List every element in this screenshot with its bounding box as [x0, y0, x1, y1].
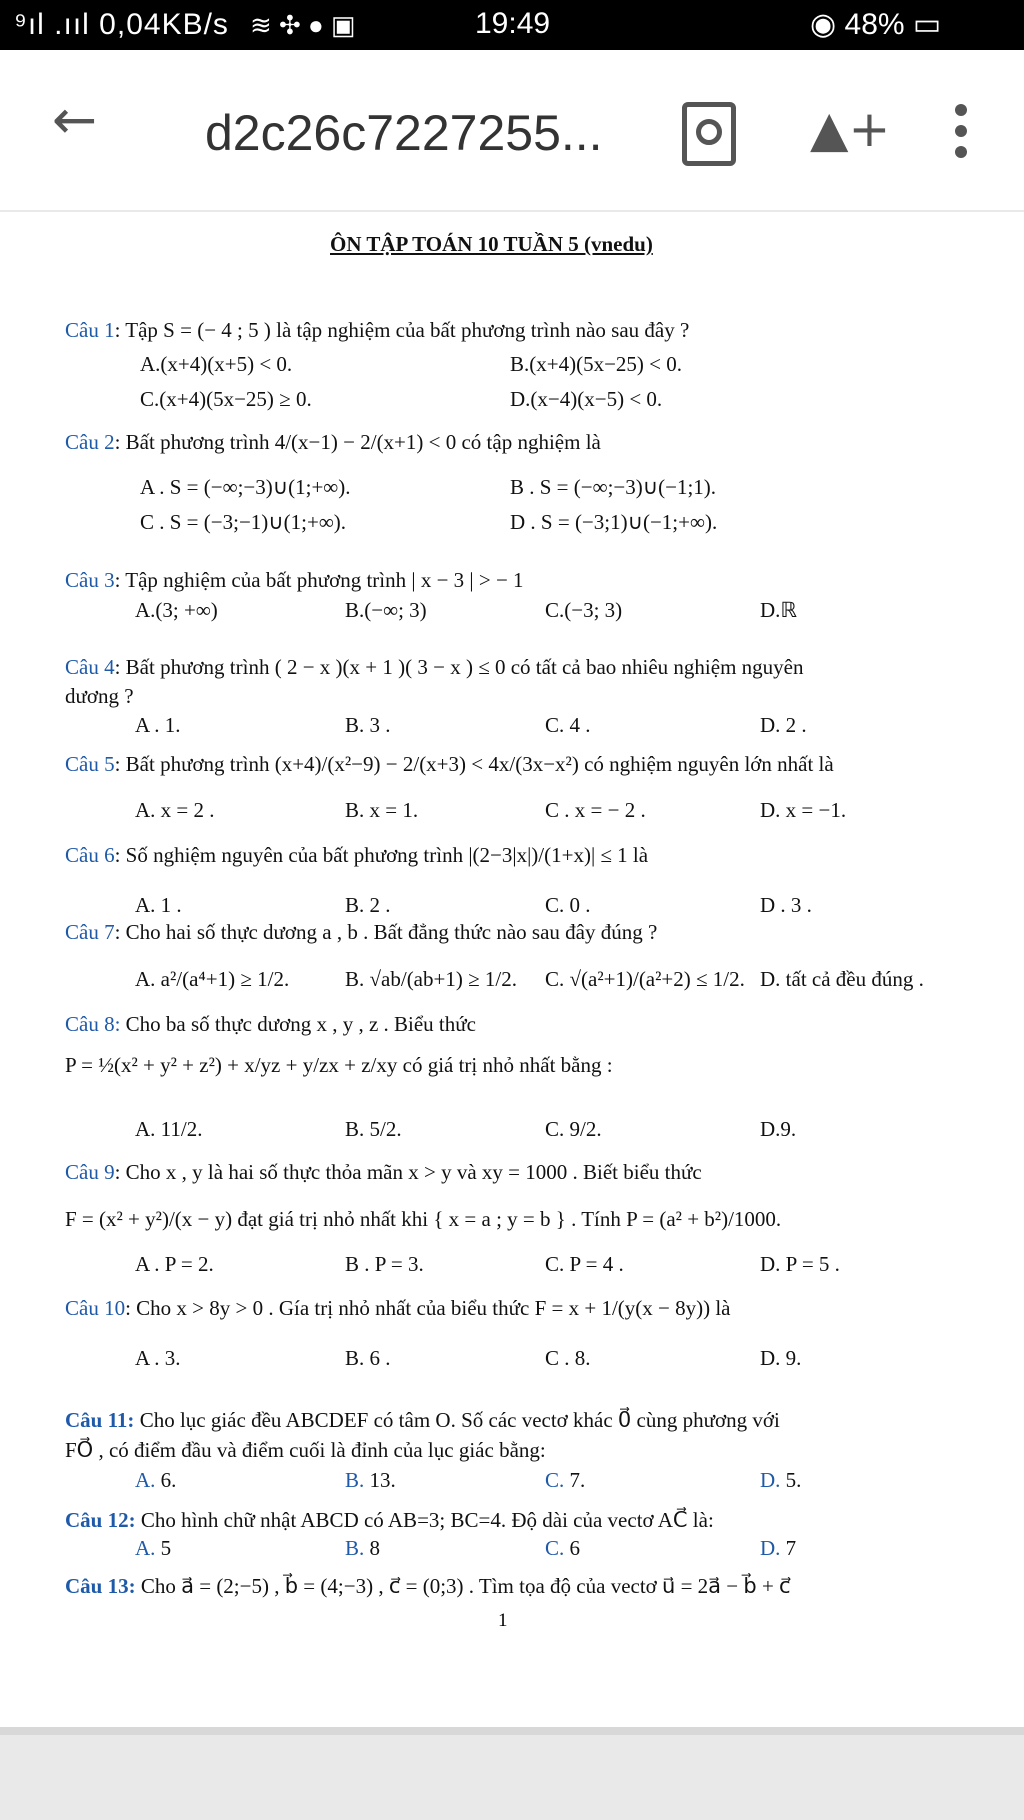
- question-line: [65, 843, 648, 868]
- question-text: F = (x² + y²)/(x − y) đạt giá trị nhỏ nhất khi { x = a ; y = b } . Tính P = (a² + b²)/1000.: [65, 1207, 782, 1231]
- answer-option-d: D.9.: [760, 1117, 797, 1141]
- question-line: [65, 1160, 702, 1185]
- answer-option-a: A . P = 2.: [135, 1252, 214, 1276]
- question-line: [65, 1296, 731, 1321]
- question-text: Cho lục giác đều ABCDEF có tâm O. Số các vectơ khác 0⃗ cùng phương với: [134, 1408, 780, 1432]
- answer-option-c: C . x = − 2 .: [545, 798, 646, 822]
- answer-option-a: C.(x+4)(5x−25) ≥ 0.: [140, 387, 312, 411]
- signal-network-speed: ⁹ıl .ııl 0,04KB/s: [14, 8, 229, 41]
- question-number: Câu 3: [65, 568, 115, 592]
- question-number: Câu 11:: [65, 1408, 135, 1432]
- answer-option-c: C. 0 .: [545, 893, 591, 917]
- question-line: [65, 752, 834, 777]
- answer-option-d: D. tất cả đều đúng .: [760, 967, 924, 991]
- answer-option-b: [345, 1536, 380, 1561]
- answer-option-c: C. √(a²+1)/(a²+2) ≤ 1/2.: [545, 967, 745, 991]
- option-letter: C.: [545, 1536, 565, 1560]
- question-number: Câu 8:: [65, 1012, 121, 1036]
- answer-option-d: D . 3 .: [760, 893, 812, 917]
- status-bar: [0, 0, 1024, 50]
- question-line: [65, 1438, 546, 1463]
- question-number: Câu 12:: [65, 1508, 136, 1532]
- question-line: [65, 1207, 781, 1232]
- answer-option-d: D. 2 .: [760, 713, 807, 737]
- answer-option-b: [345, 1468, 396, 1493]
- answer-option-a: [135, 1468, 176, 1493]
- option-text: 13.: [364, 1468, 396, 1492]
- question-text: dương ?: [65, 684, 134, 708]
- answer-option-b: B. 2 .: [345, 893, 391, 917]
- question-number: Câu 10: [65, 1296, 126, 1320]
- question-line: [65, 318, 689, 343]
- question-line: [65, 684, 134, 709]
- document-heading: ÔN TẬP TOÁN 10 TUẦN 5 (vnedu): [330, 232, 653, 256]
- clock: 19:49: [475, 7, 551, 40]
- question-number: Câu 13:: [65, 1574, 136, 1598]
- answer-option-a: A. x = 2 .: [135, 798, 215, 822]
- answer-option-b: B . P = 3.: [345, 1252, 424, 1276]
- option-text: 7.: [564, 1468, 586, 1492]
- answer-option-d: D. 9.: [760, 1346, 802, 1370]
- answer-option-a: A.(3; +∞): [135, 598, 218, 622]
- search-document-icon[interactable]: [682, 102, 736, 166]
- question-line: [65, 568, 524, 593]
- answer-option-b: B. √ab/(ab+1) ≥ 1/2.: [345, 967, 517, 991]
- question-text: : Cho hai số thực dương a , b . Bất đẳng thức nào sau đây đúng ?: [114, 920, 658, 944]
- answer-option-b: B . S = (−∞;−3)∪(−1;1).: [510, 475, 717, 499]
- more-options-icon[interactable]: [955, 104, 967, 167]
- question-text: : Cho x > 8y > 0 . Gía trị nhỏ nhất của biểu thức F = x + 1/(y(x − 8y)) là: [125, 1296, 731, 1320]
- answer-option-d: [760, 1468, 801, 1493]
- answer-option-c: C. 9/2.: [545, 1117, 602, 1141]
- option-letter: C.: [545, 1468, 565, 1492]
- answer-option-b: B. x = 1.: [345, 798, 419, 822]
- question-text: : Bất phương trình ( 2 − x )(x + 1 )( 3 − x ) ≤ 0 có tất cả bao nhiêu nghiệm nguyên: [114, 655, 804, 679]
- answer-option-a: [135, 1536, 171, 1561]
- question-line: [65, 430, 601, 455]
- question-text: : Bất phương trình 4/(x−1) − 2/(x+1) < 0 có tập nghiệm là: [114, 430, 601, 454]
- question-text: Cho ba số thực dương x , y , z . Biểu thức: [120, 1012, 476, 1036]
- question-text: : Tập S = (− 4 ; 5 ) là tập nghiệm của bất phương trình nào sau đây ?: [114, 318, 690, 342]
- question-text: : Tập nghiệm của bất phương trình | x − 3 | > − 1: [114, 568, 524, 592]
- question-text: FO⃗ , có điểm đầu và điểm cuối là đỉnh của lục giác bằng:: [65, 1438, 546, 1462]
- answer-option-a: A . S = (−∞;−3)∪(1;+∞).: [140, 475, 351, 499]
- answer-option-a: A. a²/(a⁴+1) ≥ 1/2.: [135, 967, 290, 991]
- question-text: : Bất phương trình (x+4)/(x²−9) − 2/(x+3) < 4x/(3x−x²) có nghiệm nguyên lớn nhất là: [114, 752, 834, 776]
- question-number: Câu 7: [65, 920, 115, 944]
- add-to-drive-icon[interactable]: ▲+: [810, 100, 891, 158]
- battery-level: ◉ 48% ▭: [810, 8, 942, 41]
- answer-option-c: C. P = 4 .: [545, 1252, 624, 1276]
- option-letter: A.: [135, 1536, 156, 1560]
- answer-option-b: D.(x−4)(x−5) < 0.: [510, 387, 663, 411]
- page-number: 1: [498, 1610, 508, 1631]
- answer-option-a: A.(x+4)(x+5) < 0.: [140, 352, 293, 376]
- question-number: Câu 4: [65, 655, 115, 679]
- option-text: 5: [155, 1536, 172, 1560]
- question-number: Câu 6: [65, 843, 115, 867]
- answer-option-a: A . 1.: [135, 713, 181, 737]
- question-line: [65, 1508, 714, 1533]
- question-number: Câu 9: [65, 1160, 115, 1184]
- question-number: Câu 2: [65, 430, 115, 454]
- option-letter: B.: [345, 1468, 365, 1492]
- answer-option-d: D.ℝ: [760, 598, 798, 622]
- answer-option-b: D . S = (−3;1)∪(−1;+∞).: [510, 510, 718, 534]
- option-text: 5.: [780, 1468, 802, 1492]
- option-letter: A.: [135, 1468, 156, 1492]
- answer-option-b: B.(−∞; 3): [345, 598, 427, 622]
- answer-option-b: B. 5/2.: [345, 1117, 402, 1141]
- question-number: Câu 5: [65, 752, 115, 776]
- question-text: P = ½(x² + y² + z²) + x/yz + y/zx + z/xy có giá trị nhỏ nhất bằng :: [65, 1053, 613, 1077]
- answer-option-d: D. x = −1.: [760, 798, 847, 822]
- question-number: Câu 1: [65, 318, 115, 342]
- answer-option-d: [760, 1536, 796, 1561]
- bottom-divider: [0, 1727, 1024, 1735]
- option-letter: D.: [760, 1468, 781, 1492]
- question-text: : Cho x , y là hai số thực thỏa mãn x > y và xy = 1000 . Biết biểu thức: [114, 1160, 702, 1184]
- option-text: 6.: [155, 1468, 177, 1492]
- question-line: [65, 1012, 476, 1037]
- question-line: [65, 1574, 791, 1599]
- answer-option-c: C. 4 .: [545, 713, 591, 737]
- option-text: 8: [364, 1536, 381, 1560]
- question-text: : Số nghiệm nguyên của bất phương trình |(2−3|x|)/(1+x)| ≤ 1 là: [114, 843, 649, 867]
- answer-option-c: C . 8.: [545, 1346, 591, 1370]
- question-text: Cho hình chữ nhật ABCD có AB=3; BC=4. Độ dài của vectơ AC⃗ là:: [135, 1508, 714, 1532]
- question-line: [65, 1408, 780, 1433]
- option-text: 7: [780, 1536, 797, 1560]
- answer-option-b: B. 6 .: [345, 1346, 391, 1370]
- answer-option-a: A. 1 .: [135, 893, 182, 917]
- answer-option-b: B. 3 .: [345, 713, 391, 737]
- option-text: 6: [564, 1536, 581, 1560]
- option-letter: B.: [345, 1536, 365, 1560]
- status-icons: ≋ ✣ ● ▣: [250, 10, 356, 40]
- answer-option-a: A. 11/2.: [135, 1117, 203, 1141]
- answer-option-b: B.(x+4)(5x−25) < 0.: [510, 352, 683, 376]
- question-text: Cho a⃗ = (2;−5) , b⃗ = (4;−3) , c⃗ = (0;3) . Tìm tọa độ của vectơ u⃗ = 2a⃗ − b⃗ + c⃗: [135, 1574, 791, 1598]
- option-letter: D.: [760, 1536, 781, 1560]
- answer-option-a: C . S = (−3;−1)∪(1;+∞).: [140, 510, 347, 534]
- question-line: [65, 655, 803, 680]
- answer-option-c: [545, 1468, 585, 1493]
- answer-option-c: C.(−3; 3): [545, 598, 623, 622]
- answer-option-d: D. P = 5 .: [760, 1252, 840, 1276]
- question-line: [65, 920, 657, 945]
- document-title: d2c26c7227255...: [205, 105, 603, 161]
- answer-option-a: A . 3.: [135, 1346, 181, 1370]
- back-arrow-icon[interactable]: ←: [52, 88, 98, 151]
- answer-option-c: [545, 1536, 580, 1561]
- question-line: [65, 1053, 613, 1078]
